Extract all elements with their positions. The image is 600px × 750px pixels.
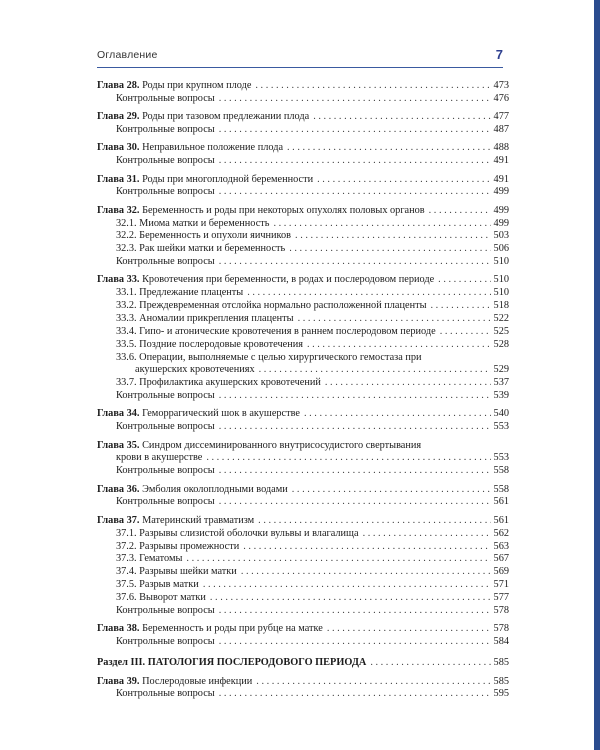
dot-leader xyxy=(304,408,491,421)
toc-entry-title xyxy=(116,553,182,566)
page-number: 7 xyxy=(495,47,503,62)
toc-group xyxy=(97,440,509,479)
dot-leader xyxy=(292,484,491,497)
entry-text: Контрольные вопросы xyxy=(116,604,215,616)
toc-page-number: 571 xyxy=(493,579,509,591)
toc-subentry xyxy=(97,124,509,137)
running-header xyxy=(97,49,503,66)
entry-text: крови в акушерстве xyxy=(116,452,203,464)
section-title: Раздел III. ПАТОЛОГИЯ ПОСЛЕРОДОВОГО ПЕРИОДА xyxy=(97,657,367,669)
toc-subentry xyxy=(97,93,509,106)
entry-text: Роды при многоплодной беременности xyxy=(142,173,314,185)
toc-entry-title xyxy=(116,636,215,649)
toc-page-number: 473 xyxy=(493,80,509,91)
toc-page-number: 491 xyxy=(493,155,509,167)
dot-leader xyxy=(219,93,491,106)
toc-page-number: 562 xyxy=(493,527,509,539)
toc-page-number: 567 xyxy=(493,553,509,565)
dot-leader xyxy=(438,274,491,287)
dot-leader xyxy=(287,142,491,155)
toc-page-number: 577 xyxy=(493,591,509,603)
toc-entry-title xyxy=(97,440,421,453)
toc-page-number: 510 xyxy=(493,287,509,299)
toc-entry-title xyxy=(97,142,283,155)
running-title: Оглавление xyxy=(97,49,158,61)
toc-group xyxy=(97,408,509,434)
toc-chapter-entry xyxy=(97,515,509,528)
toc-page-number: 487 xyxy=(493,124,509,136)
dot-leader xyxy=(298,313,491,326)
dot-leader xyxy=(219,636,491,649)
toc-entry-title xyxy=(97,80,251,93)
toc-entry-title xyxy=(116,377,321,390)
dot-leader xyxy=(219,186,491,199)
dot-leader xyxy=(219,421,491,434)
toc-chapter-entry xyxy=(97,440,509,453)
toc-subentry xyxy=(97,553,509,566)
toc-page-number: 585 xyxy=(493,657,509,669)
toc-entry-title xyxy=(116,287,243,300)
dot-leader xyxy=(219,496,491,509)
entry-text: 37.6. Выворот матки xyxy=(116,591,206,603)
toc-entry-title xyxy=(116,541,239,554)
entry-text: Контрольные вопросы xyxy=(116,124,215,136)
toc-entry-title xyxy=(116,566,237,579)
toc-subentry xyxy=(97,688,509,701)
entry-text: 33.6. Операции, выполняемые с целью хирургического гемостаза при xyxy=(116,351,422,363)
entry-text: Контрольные вопросы xyxy=(116,465,215,477)
toc-entry-title xyxy=(116,528,359,541)
entry-text: Послеродовые инфекции xyxy=(142,675,253,687)
toc-entry-title xyxy=(97,174,313,187)
toc-subentry xyxy=(97,496,509,509)
toc-entry-title xyxy=(116,326,436,339)
entry-text: 37.5. Разрыв матки xyxy=(116,579,199,591)
dot-leader xyxy=(255,80,491,93)
toc-subentry xyxy=(97,256,509,269)
toc-chapter-entry xyxy=(97,80,509,93)
entry-text: Контрольные вопросы xyxy=(116,496,215,508)
toc-entry-title xyxy=(97,657,366,670)
toc-subentry xyxy=(97,636,509,649)
toc-subentry xyxy=(97,352,509,365)
entry-text: акушерских кровотечениях xyxy=(135,364,255,376)
toc-subentry xyxy=(97,155,509,168)
toc-page-number: 595 xyxy=(493,688,509,700)
toc-entry-title xyxy=(116,465,215,478)
toc-page-number: 561 xyxy=(493,496,509,508)
entry-text: Синдром диссеминированного внутрисосудистого свертывания xyxy=(142,439,422,451)
entry-text: Беременность и роды при некоторых опухолях половых органов xyxy=(142,204,425,216)
toc-entry-title xyxy=(97,205,425,218)
toc-page-number: 537 xyxy=(493,377,509,389)
toc-page-number: 578 xyxy=(493,604,509,616)
toc-page-number: 491 xyxy=(493,173,509,185)
toc-entry-title xyxy=(97,408,300,421)
entry-text: 32.1. Миома матки и беременность xyxy=(116,217,270,229)
entry-text: Кровотечения при беременности, в родах и послеродовом периоде xyxy=(142,274,435,286)
toc-chapter-entry xyxy=(97,274,509,287)
dot-leader xyxy=(258,515,491,528)
entry-text: 37.2. Разрывы промежности xyxy=(116,540,240,552)
toc-group xyxy=(97,274,509,402)
dot-leader xyxy=(370,657,491,670)
toc-subentry xyxy=(97,243,509,256)
toc-page-number: 499 xyxy=(493,217,509,229)
toc-group xyxy=(97,623,509,649)
dot-leader xyxy=(289,243,491,256)
toc-group xyxy=(97,111,509,137)
dot-leader xyxy=(219,688,491,701)
toc-group xyxy=(97,205,509,269)
entry-text: Геморрагический шок в акушерстве xyxy=(142,408,300,420)
toc-page-number: 506 xyxy=(493,243,509,255)
dot-leader xyxy=(203,579,491,592)
toc-entry-title xyxy=(97,623,323,636)
toc-entry-title xyxy=(116,592,206,605)
toc-subentry xyxy=(97,377,509,390)
dot-leader xyxy=(206,452,491,465)
toc-page-number: 522 xyxy=(493,313,509,324)
toc-entry-title xyxy=(116,421,215,434)
toc-page-number: 476 xyxy=(493,92,509,104)
entry-text: Роды при тазовом предлежании плода xyxy=(142,111,310,123)
toc-entry-title xyxy=(116,300,427,313)
toc-entry-title xyxy=(116,230,291,243)
toc-entry-title xyxy=(116,256,215,269)
toc-entry-title xyxy=(97,274,434,287)
dot-leader xyxy=(219,605,491,618)
toc-page-number: 528 xyxy=(493,338,509,350)
toc-entry-title xyxy=(116,186,215,199)
entry-text: 37.3. Гематомы xyxy=(116,553,183,565)
entry-text: 37.4. Разрывы шейки матки xyxy=(116,566,237,578)
toc-chapter-entry xyxy=(97,111,509,124)
toc-subentry xyxy=(97,230,509,243)
dot-leader xyxy=(431,300,491,313)
chapter-label: Глава 28. xyxy=(97,80,140,91)
toc-page-number: 553 xyxy=(493,421,509,433)
toc-entry-title xyxy=(116,605,215,618)
entry-text: Материнский травматизм xyxy=(142,514,255,526)
toc-chapter-entry xyxy=(97,205,509,218)
toc-subentry xyxy=(97,541,509,554)
dot-leader xyxy=(307,339,491,352)
toc-subentry xyxy=(97,421,509,434)
toc-page-number: 539 xyxy=(493,390,509,402)
toc-entry-title xyxy=(97,484,288,497)
toc-subentry xyxy=(97,465,509,478)
toc-subentry xyxy=(97,528,509,541)
toc-entry-title xyxy=(116,243,285,256)
toc-page-number: 584 xyxy=(493,635,509,647)
toc-entry-title xyxy=(97,676,252,689)
entry-text: Роды при крупном плоде xyxy=(142,80,252,91)
entry-text: Неправильное положение плода xyxy=(142,142,284,154)
entry-text: 33.2. Преждевременная отслойка нормально расположенной плаценты xyxy=(116,300,427,312)
toc-subentry xyxy=(97,218,509,231)
entry-text: 33.1. Предлежание плаценты xyxy=(116,287,244,299)
toc-subentry xyxy=(97,592,509,605)
dot-leader xyxy=(241,566,491,579)
chapter-label: Глава 38. xyxy=(97,623,140,635)
toc-entry-title xyxy=(116,313,294,326)
chapter-label: Глава 33. xyxy=(97,274,140,286)
dot-leader xyxy=(210,592,491,605)
toc-entry-title xyxy=(97,111,309,124)
toc-page-number: 503 xyxy=(493,230,509,242)
toc-entry-title xyxy=(116,352,422,365)
toc-page-number: 499 xyxy=(493,186,509,198)
entry-text: 33.3. Аномалии прикрепления плаценты xyxy=(116,313,294,324)
chapter-label: Глава 31. xyxy=(97,173,140,185)
toc-chapter-entry xyxy=(97,484,509,497)
entry-text: Контрольные вопросы xyxy=(116,635,215,647)
toc-subentry xyxy=(97,300,509,313)
toc-page-number: 558 xyxy=(493,483,509,495)
toc-page-number: 585 xyxy=(493,675,509,687)
toc-page-number: 477 xyxy=(493,111,509,123)
toc-entry-title xyxy=(116,496,215,509)
chapter-label: Глава 39. xyxy=(97,675,140,687)
dot-leader xyxy=(219,390,491,403)
toc-subentry xyxy=(97,364,509,377)
header-rule xyxy=(97,67,503,68)
toc-page-number: 553 xyxy=(493,452,509,464)
dot-leader xyxy=(256,676,491,689)
entry-text: Контрольные вопросы xyxy=(116,390,215,402)
entry-text: 33.4. Гипо- и атонические кровотечения в раннем послеродовом периоде xyxy=(116,325,436,337)
edge-color-bar xyxy=(594,0,600,750)
toc-entry-title xyxy=(135,364,255,377)
toc-subentry xyxy=(97,326,509,339)
toc-subentry xyxy=(97,605,509,618)
toc-group xyxy=(97,515,509,618)
dot-leader xyxy=(440,326,491,339)
toc-entry-title xyxy=(116,452,202,465)
toc-section-entry xyxy=(97,657,509,670)
entry-text: Беременность и роды при рубце на матке xyxy=(142,623,323,635)
toc-page-number: 569 xyxy=(493,566,509,578)
toc-entry-title xyxy=(116,688,215,701)
entry-text: 33.7. Профилактика акушерских кровотечений xyxy=(116,377,321,389)
entry-text: Эмболия околоплодными водами xyxy=(142,483,288,495)
dot-leader xyxy=(186,553,491,566)
dot-leader xyxy=(259,364,491,377)
toc-chapter-entry xyxy=(97,142,509,155)
dot-leader xyxy=(325,377,491,390)
entry-text: Контрольные вопросы xyxy=(116,256,215,268)
entry-text: Контрольные вопросы xyxy=(116,186,215,198)
dot-leader xyxy=(273,218,491,231)
toc-page-number: 529 xyxy=(493,364,509,376)
toc-page-number: 540 xyxy=(493,408,509,420)
toc-page-number: 518 xyxy=(493,300,509,312)
dot-leader xyxy=(327,623,491,636)
toc-subentry xyxy=(97,313,509,326)
toc-subentry xyxy=(97,452,509,465)
toc-page-number: 563 xyxy=(493,540,509,552)
toc-entry-title xyxy=(97,515,254,528)
chapter-label: Глава 36. xyxy=(97,483,140,495)
dot-leader xyxy=(429,205,491,218)
toc-chapter-entry xyxy=(97,408,509,421)
dot-leader xyxy=(363,528,491,541)
dot-leader xyxy=(247,287,491,300)
entry-text: 32.2. Беременность и опухоли яичников xyxy=(116,230,292,242)
toc-entry-title xyxy=(116,339,303,352)
toc-group xyxy=(97,484,509,510)
chapter-label: Глава 35. xyxy=(97,439,140,451)
toc-page-number: 510 xyxy=(493,274,509,286)
entry-text: 33.5. Поздние послеродовые кровотечения xyxy=(116,338,303,350)
toc-entry-title xyxy=(116,93,215,106)
toc-subentry xyxy=(97,339,509,352)
toc-page-number: 499 xyxy=(493,204,509,216)
toc-group xyxy=(97,657,509,670)
toc-entry-title xyxy=(116,155,215,168)
dot-leader xyxy=(219,155,491,168)
dot-leader xyxy=(219,465,491,478)
entry-text: Контрольные вопросы xyxy=(116,155,215,167)
toc-page-number: 558 xyxy=(493,465,509,477)
toc-group xyxy=(97,676,509,702)
toc-entry-title xyxy=(116,124,215,137)
toc-chapter-entry xyxy=(97,676,509,689)
entry-text: Контрольные вопросы xyxy=(116,92,215,104)
chapter-label: Глава 32. xyxy=(97,204,140,216)
dot-leader xyxy=(219,256,491,269)
toc-page-number: 561 xyxy=(493,514,509,526)
chapter-label: Глава 29. xyxy=(97,111,140,123)
toc-chapter-entry xyxy=(97,623,509,636)
entry-text: Контрольные вопросы xyxy=(116,421,215,433)
toc-subentry xyxy=(97,287,509,300)
toc-entry-title xyxy=(116,579,199,592)
entry-text: Контрольные вопросы xyxy=(116,688,215,700)
toc-subentry xyxy=(97,566,509,579)
toc-subentry xyxy=(97,390,509,403)
entry-text: 32.3. Рак шейки матки и беременность xyxy=(116,243,286,255)
dot-leader xyxy=(317,174,491,187)
toc-page-number: 578 xyxy=(493,623,509,635)
table-of-contents xyxy=(97,80,509,707)
toc-page-number: 525 xyxy=(493,325,509,337)
toc-page-number: 510 xyxy=(493,256,509,268)
toc-entry-title xyxy=(116,218,269,231)
entry-text: 37.1. Разрывы слизистой оболочки вульвы и влагалища xyxy=(116,527,359,539)
dot-leader xyxy=(295,230,491,243)
toc-chapter-entry xyxy=(97,174,509,187)
toc-group xyxy=(97,142,509,168)
toc-page-number: 488 xyxy=(493,142,509,154)
toc-group xyxy=(97,80,509,106)
toc-group xyxy=(97,174,509,200)
toc-entry-title xyxy=(116,390,215,403)
dot-leader xyxy=(243,541,491,554)
chapter-label: Глава 34. xyxy=(97,408,140,420)
toc-subentry xyxy=(97,186,509,199)
chapter-label: Глава 37. xyxy=(97,514,140,526)
dot-leader xyxy=(219,124,491,137)
toc-subentry xyxy=(97,579,509,592)
chapter-label: Глава 30. xyxy=(97,142,140,154)
dot-leader xyxy=(313,111,491,124)
